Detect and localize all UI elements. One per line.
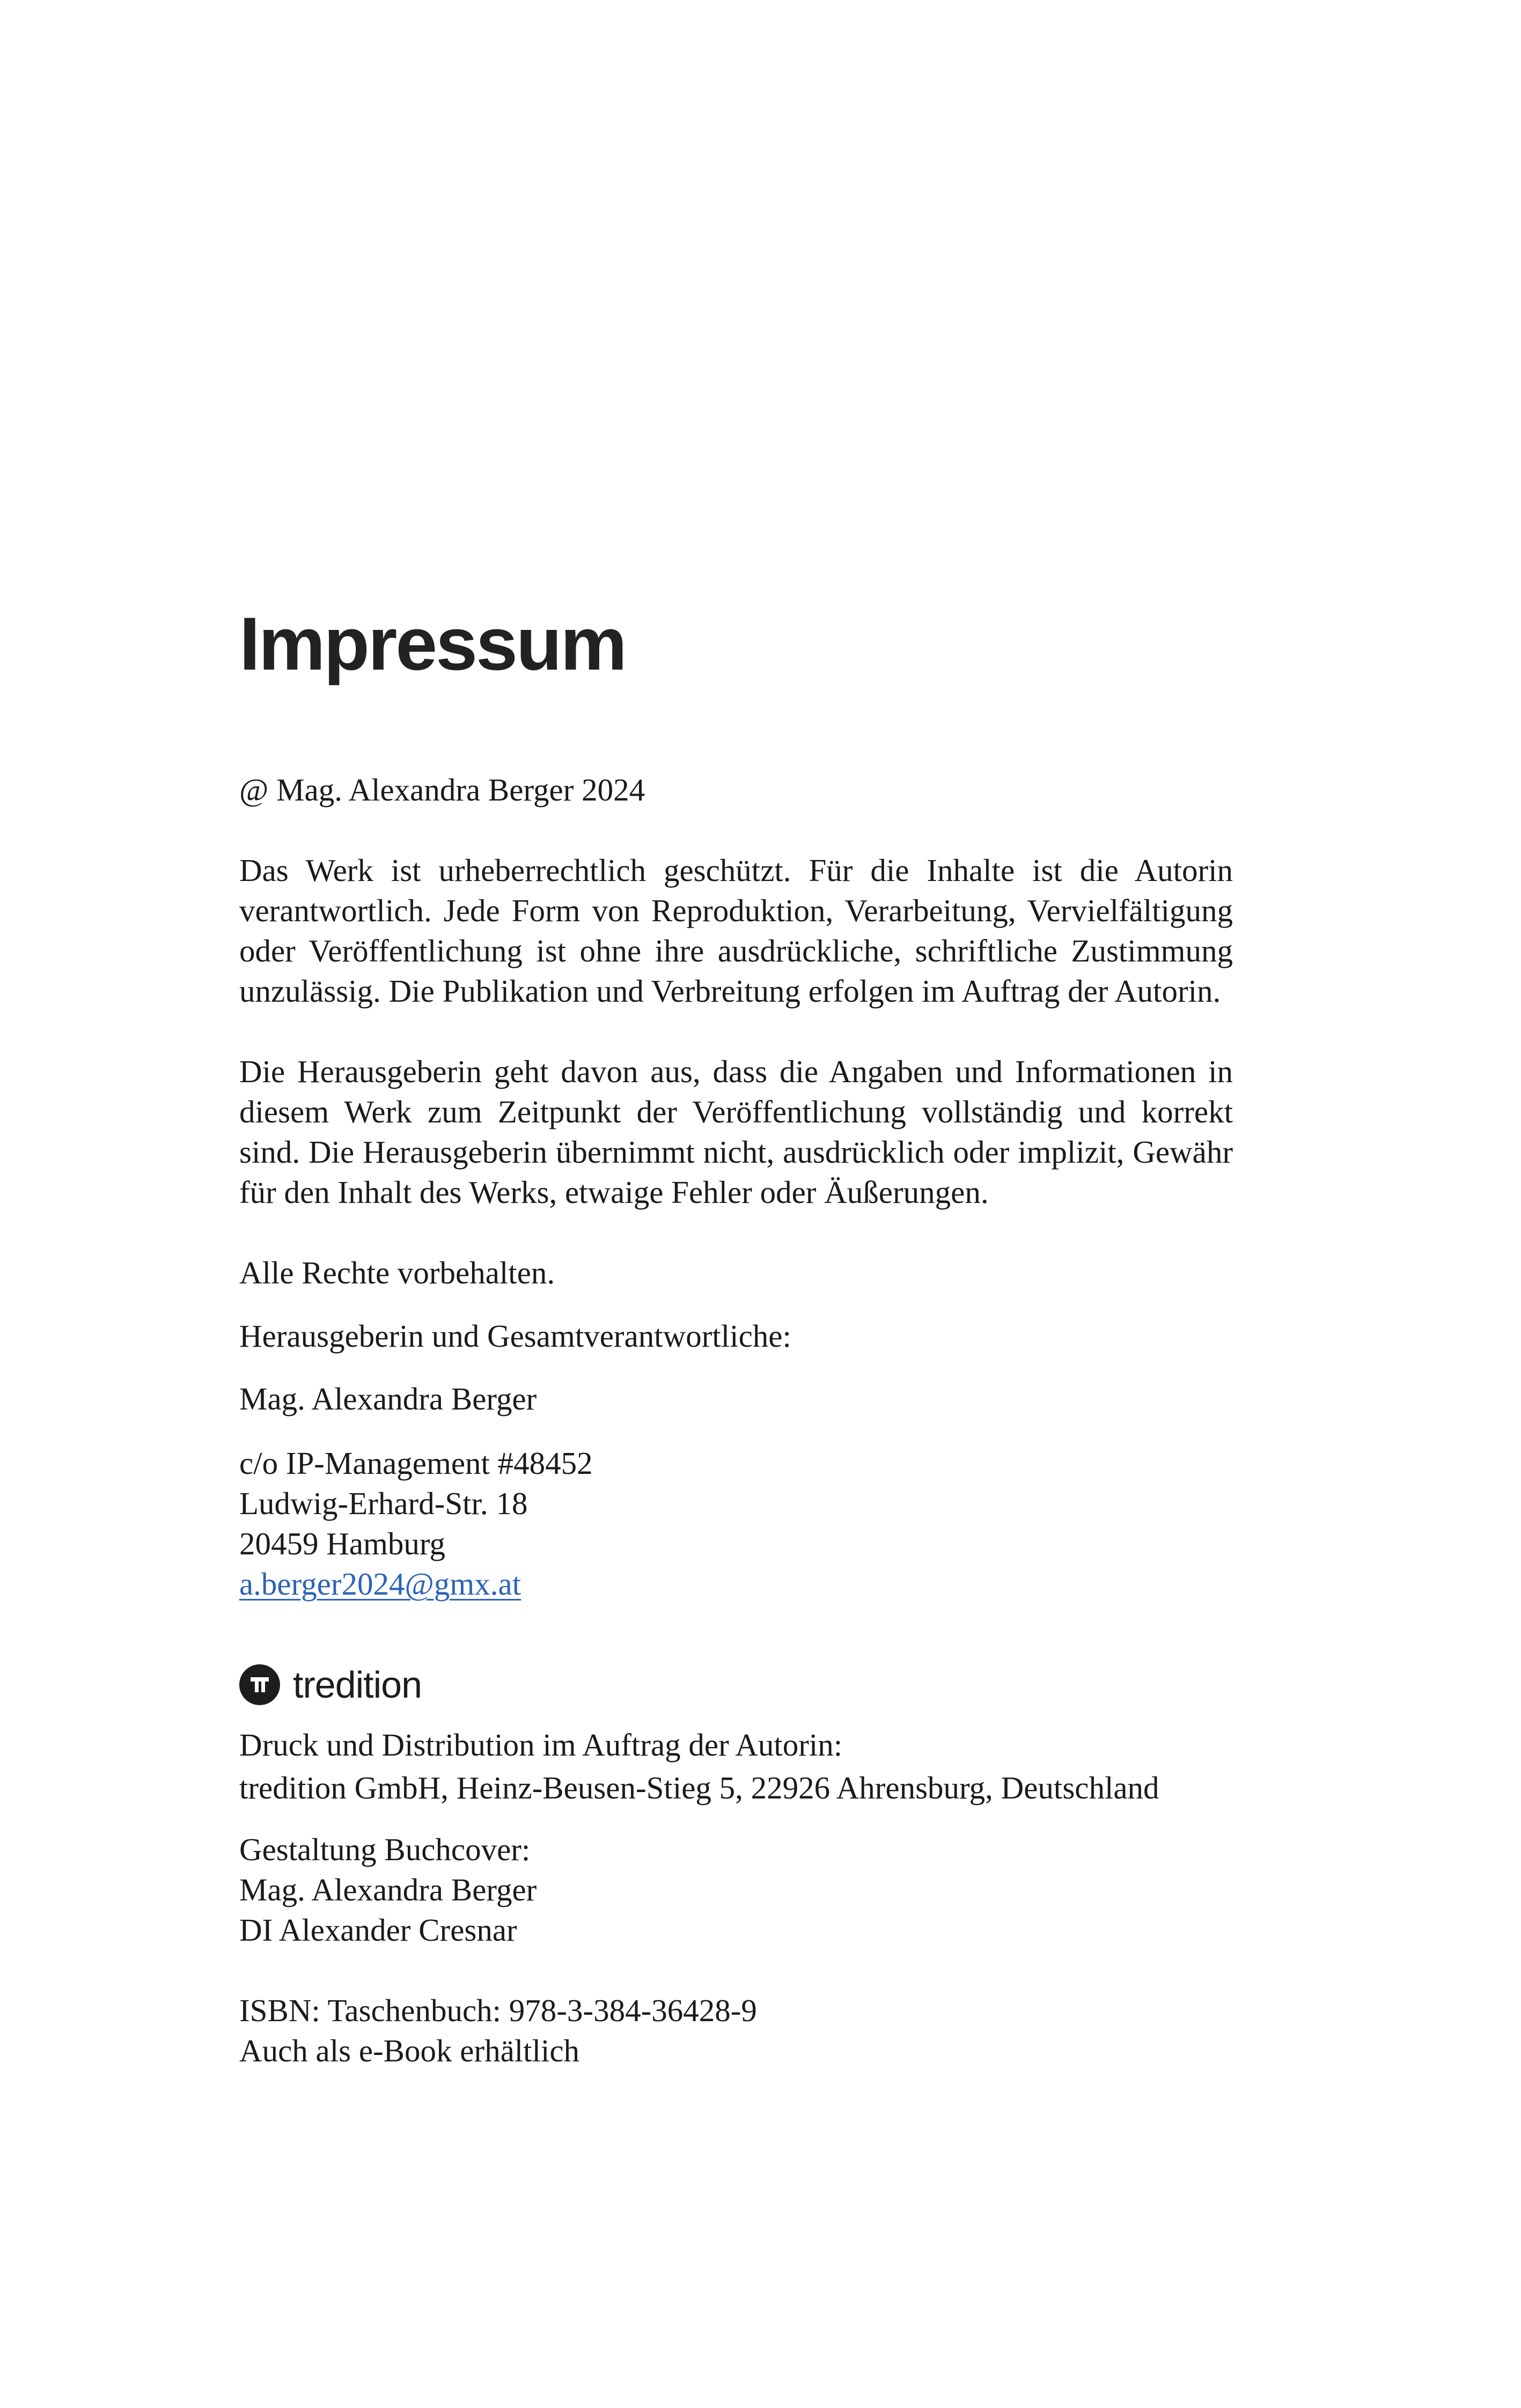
copyright-line: @ Mag. Alexandra Berger 2024 [239, 772, 645, 807]
cover-label: Gestaltung Buchcover: [239, 1832, 531, 1867]
paragraph-line: für den Inhalt des Werks, etwaige Fehler oder Äußerungen. [239, 1174, 989, 1210]
paragraph-line: unzulässig. Die Publikation und Verbreitung erfolgen im Auftrag der Autorin. [239, 973, 1221, 1009]
paragraph-line: diesem Werk zum Zeitpunkt der Veröffentlichung vollständig und korrekt [239, 1094, 1233, 1129]
rights-line: Alle Rechte vorbehalten. [239, 1255, 555, 1290]
copyright-paragraph [239, 850, 1233, 1011]
paragraph-line: Die Herausgeberin geht davon aus, dass die Angaben und Informationen in [239, 1054, 1233, 1089]
tredition-logo [239, 1663, 422, 1706]
address-line: Ludwig-Erhard-Str. 18 [239, 1486, 528, 1521]
publisher-name: Mag. Alexandra Berger [239, 1381, 537, 1416]
cover-name: Mag. Alexandra Berger [239, 1872, 537, 1907]
paragraph-line: Das Werk ist urheberrechtlich geschützt. Für die Inhalte ist die Autorin [239, 853, 1233, 888]
cover-name: DI Alexander Cresnar [239, 1912, 517, 1948]
paragraph-line: sind. Die Herausgeberin übernimmt nicht, ausdrücklich oder implizit, Gewähr [239, 1134, 1233, 1170]
isbn-line: ISBN: Taschenbuch: 978-3-384-36428-9 [239, 1993, 757, 2028]
publisher-label: Herausgeberin und Gesamtverantwortliche: [239, 1318, 791, 1354]
tredition-logo-icon [239, 1664, 280, 1705]
address-line: c/o IP-Management #48452 [239, 1445, 593, 1481]
print-label: Druck und Distribution im Auftrag der Autorin: [239, 1727, 843, 1763]
paragraph-line: oder Veröffentlichung ist ohne ihre ausdrückliche, schriftliche Zustimmung [239, 933, 1233, 968]
page-title: Impressum [239, 601, 626, 686]
paragraph-line: verantwortlich. Jede Form von Reproduktion, Verarbeitung, Vervielfältigung [239, 893, 1233, 928]
disclaimer-paragraph [239, 1052, 1233, 1213]
email-link[interactable]: a.berger2024@gmx.at [239, 1566, 521, 1602]
ebook-line: Auch als e-Book erhältlich [239, 2033, 580, 2068]
address-line: 20459 Hamburg [239, 1526, 446, 1561]
print-address: tredition GmbH, Heinz-Beusen-Stieg 5, 22926 Ahrensburg, Deutschland [239, 1770, 1159, 1805]
email-line [239, 1564, 521, 1604]
tredition-logo-text: tredition [293, 1664, 422, 1706]
